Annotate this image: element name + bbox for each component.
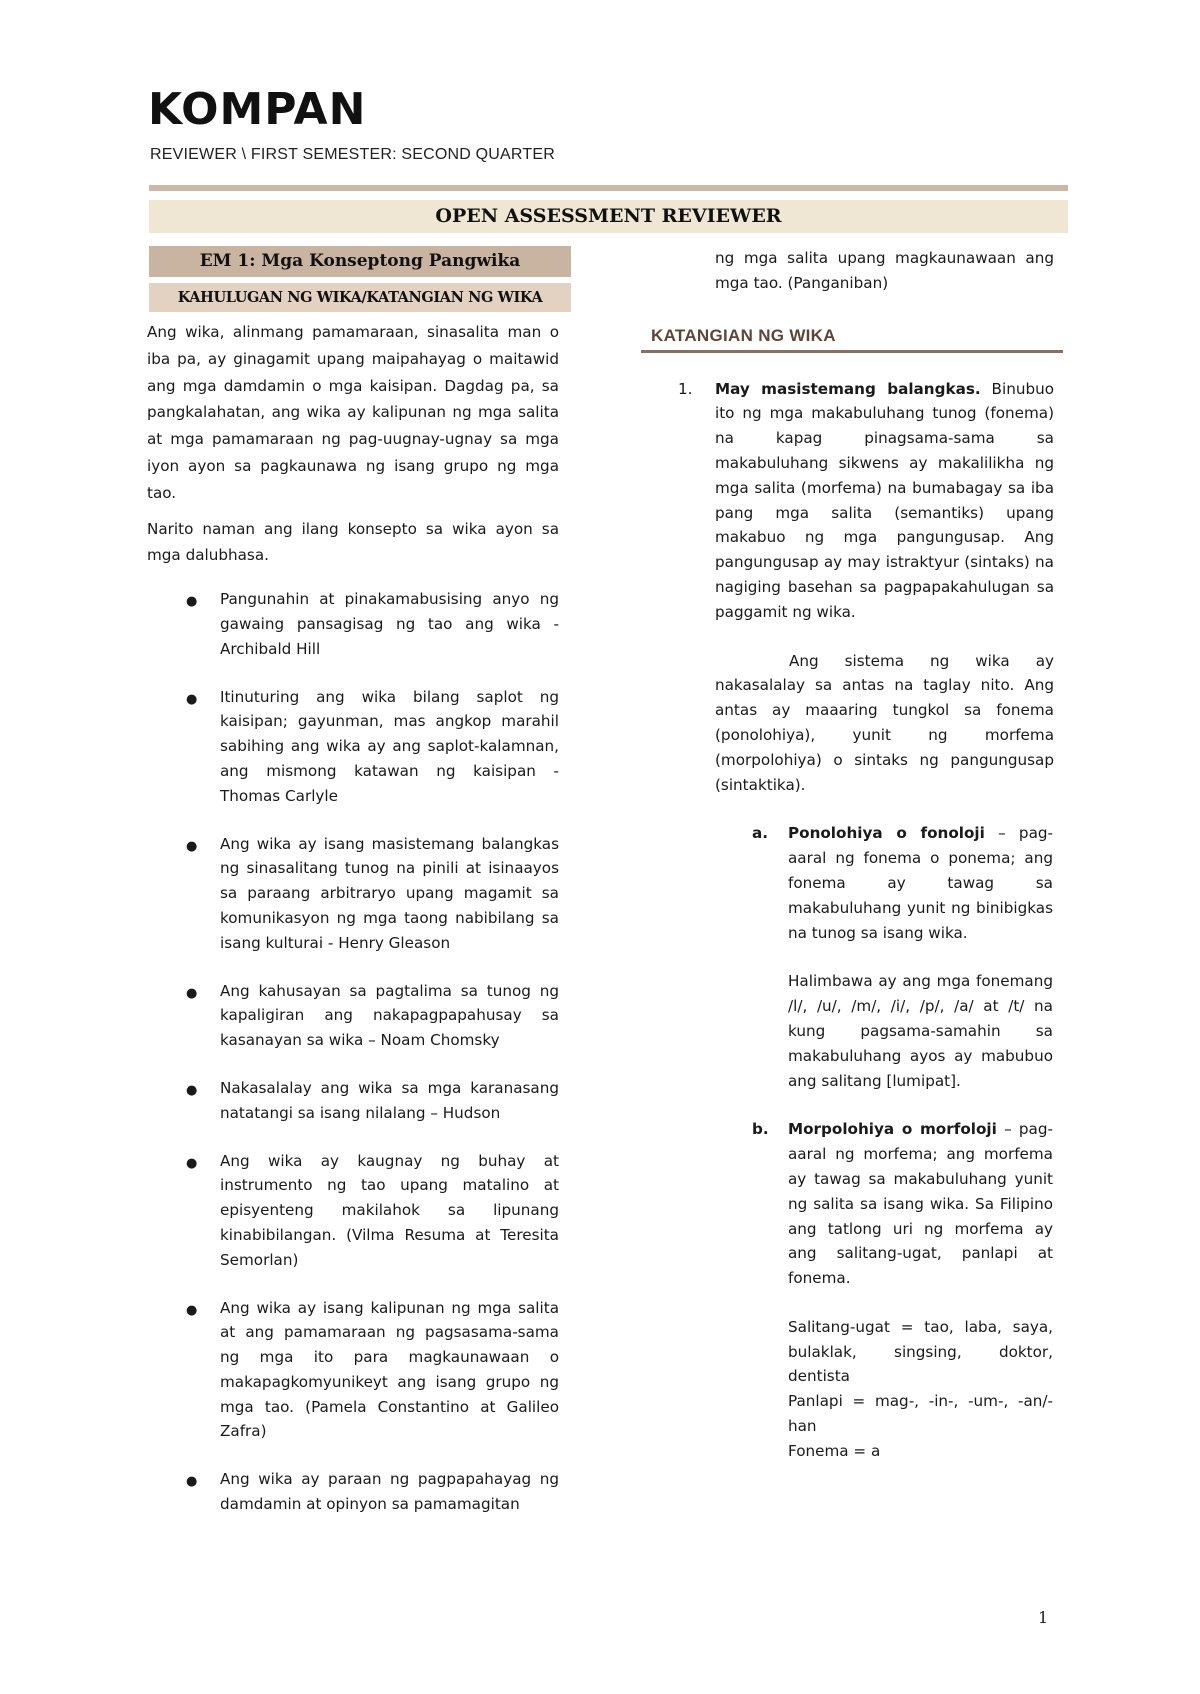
list-item-text: Ang wika ay isang masistemang balangkas ng sinasalitang tunog na pinili at isinaayos sa paraang arbitraryo upang magamit sa komunikasyon ng mga taong nabibilang sa isang kulturai - Henry Gleason (220, 834, 559, 952)
sub-item-body: – pag-aaral ng morfema; ang morfema ay tawag sa makabuluhang yunit ng salita sa isang wika. Sa Filipino ang tatlong uri ng morfema ay ang salitang-ugat, panlapi at fonema. (788, 1120, 1053, 1288)
list-item-text: Ang wika ay kaugnay ng buhay at instrumento ng tao upang matalino at episyenteng makilahok sa lipunang kinabibilangan. (Vilma Resuma at Teresita Semorlan) (220, 1151, 559, 1269)
heading-underline (641, 350, 1063, 353)
left-column (147, 246, 559, 1540)
bullet-icon: ● (186, 691, 198, 707)
sub-item-label: b. (752, 1120, 769, 1139)
subsection-title: KAHULUGAN NG WIKA/KATANGIAN NG WIKA (149, 283, 571, 312)
list-item (147, 685, 559, 809)
right-column (641, 246, 1061, 1464)
sub-item-a (641, 821, 1061, 945)
bullet-icon: ● (186, 1474, 198, 1490)
list-item (147, 1467, 559, 1517)
item-body: Binubuo ito ng mga makabuluhang tunog (fonema) na kapag pinagsama-sama sa makabuluhang sikwens ay makalilikha ng mga salita (morfema) na bumabagay sa iba pang mga salita (semantiks) upang makabuo ng mga pangungusap. Ang pangungusap ay may istraktyur (sintaks) na nagiging basehan sa pagpapakahulugan sa paggamit ng wika. (715, 379, 1054, 621)
list-item-text: Ang kahusayan sa pagtalima sa tunog ng kapaligiran ang nakapagpapahusay sa kasanayan sa wika – Noam Chomsky (220, 981, 559, 1050)
list-item-text: Ang wika ay paraan ng pagpapahayag ng damdamin at opinyon sa pamamagitan (220, 1470, 559, 1514)
example-fonema: Fonema = a (788, 1441, 881, 1460)
item-number: 1. (678, 379, 693, 398)
list-item (147, 587, 559, 661)
sub-item-label: a. (752, 824, 769, 843)
bullet-icon: ● (186, 838, 198, 854)
list-item (147, 1296, 559, 1445)
sub-item-a-example: Halimbawa ay ang mga fonemang /l/, /u/, /m/, /i/, /p/, /a/ at /t/ na kung pagsama-samahin sa makabuluhang ayos ay mabubuo ang salitang [lumipat]. (788, 972, 1053, 1090)
document-title: KOMPAN (148, 84, 367, 135)
expert-definitions-list (147, 587, 559, 1517)
list-item-text: Itinuturing ang wika bilang saplot ng kaisipan; gayunman, mas angkop marahil sabihing ang wika ay ang saplot-kalamnan, ang mismong katawan ng kaisipan - Thomas Carlyle (220, 687, 559, 805)
bullet-icon: ● (186, 985, 198, 1001)
list-item-text: Ang wika ay isang kalipunan ng mga salita at ang pamamaraan ng pagsasama-sama ng mga ito para magkaunawaan o makapagkomyunikeyt ang isang grupo ng mga tao. (Pamela Constantino at Galileo Zafra) (220, 1298, 559, 1441)
assessment-banner: OPEN ASSESSMENT REVIEWER (149, 200, 1068, 233)
intro-paragraph: Ang wika, alinmang pamamaraan, sinasalita man o iba pa, ay ginagamit upang maipahayag o maitawid ang mga damdamin o mga kaisipan. Dagdag pa, sa pangkalahatan, ang wika ay kalipunan ng mga salita at mga pamamaraan ng pag-uugnay-ugnay sa mga iyon ayon sa pagkaunawa ng isang grupo ng mga tao. (147, 323, 559, 502)
list-item (147, 1076, 559, 1126)
sub-item-text (788, 1117, 1053, 1291)
sub-item-text (788, 821, 1053, 945)
sub-item-bold-lead: Morpolohiya o morfoloji (788, 1120, 997, 1139)
example-salitang-ugat: Salitang-ugat = tao, laba, saya, bulaklak, singsing, doktor, dentista (788, 1317, 1053, 1386)
list-item (147, 979, 559, 1053)
bullet-icon: ● (186, 1155, 198, 1171)
continued-text: ng mga salita upang magkaunawaan ang mga tao. (Panganiban) (715, 249, 1054, 292)
header-divider (149, 185, 1068, 191)
experts-intro-paragraph: Narito naman ang ilang konsepto sa wika ayon sa mga dalubhasa. (147, 519, 559, 565)
katangian-heading: KATANGIAN NG WIKA (651, 325, 836, 345)
sub-item-bold-lead: Ponolohiya o fonoloji (788, 824, 985, 843)
sub-item-body: – pag-aaral ng fonema o ponema; ang fonema ay tawag sa makabuluhang yunit ng binibigkas na tunog sa isang wika. (788, 824, 1053, 942)
document-subtitle: REVIEWER \ FIRST SEMESTER: SECOND QUARTER (150, 146, 555, 163)
bullet-icon: ● (186, 594, 198, 610)
list-item (147, 832, 559, 956)
list-item-text: Pangunahin at pinakamabusising anyo ng gawaing pansagisag ng tao ang wika - Archibald Hill (220, 590, 559, 658)
bullet-icon: ● (186, 1082, 198, 1098)
example-panlapi: Panlapi = mag-, -in-, -um-, -an/-han (788, 1392, 1053, 1436)
sistema-paragraph: Ang sistema ng wika ay nakasalalay sa antas na taglay nito. Ang antas ay maaaring tungkol sa fonema (ponolohiya), yunit ng morfema (morpolohiya) o sintaks ng pangungusap (sintaktika). (715, 651, 1054, 794)
sub-item-b-examples (788, 1315, 1053, 1464)
numbered-item (641, 377, 1061, 625)
item-bold-lead: May masistemang balangkas. (715, 379, 981, 398)
sub-item-b (641, 1117, 1061, 1291)
list-item-text: Nakasalalay ang wika sa mga karanasang natatangi sa isang nilalang – Hudson (220, 1078, 559, 1122)
page-number: 1 (1038, 1608, 1049, 1627)
bullet-icon: ● (186, 1302, 198, 1318)
item-text (715, 377, 1054, 625)
section-title: EM 1: Mga Konseptong Pangwika (149, 246, 571, 277)
list-item (147, 1149, 559, 1273)
